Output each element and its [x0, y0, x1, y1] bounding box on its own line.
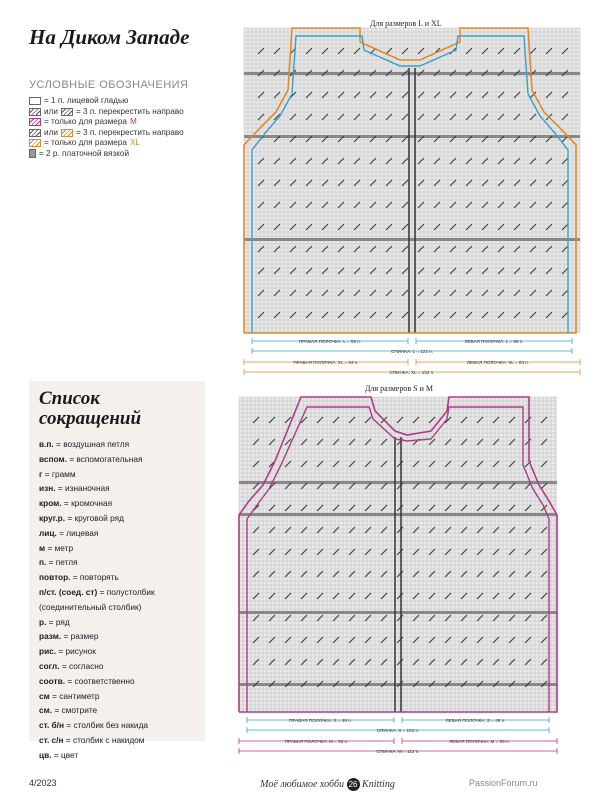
legend-row-knit: = 1 п. лицевой гладью [29, 96, 239, 107]
abbreviation-item: повтор. = повторять [39, 572, 119, 583]
legend-row-cross-2: или = 3 п. перекрестить направо [29, 128, 239, 139]
abbreviation-item: п. = петля [39, 557, 78, 568]
abbreviation-item: согл. = согласно [39, 660, 104, 671]
size-xl-mark-icon [29, 139, 41, 147]
abbreviation-item: м = метр [39, 542, 74, 553]
abbreviation-item: разм. = размер [39, 631, 99, 642]
dim-right-front: ПРАВАЯ ПОЛОЧКА: L = 58 п. [298, 339, 362, 344]
dim-back: СПИНКА: S = 104 п. [376, 728, 420, 733]
legend-row-m: = только для размера M [29, 117, 239, 128]
abbreviations-panel [29, 381, 205, 760]
abbreviation-item: круг.р. = круговой ряд [39, 512, 124, 523]
cross-stitch-icon [29, 108, 41, 116]
page-title: На Диком Западе [29, 25, 190, 49]
abbreviation-item: цв. = цвет [39, 749, 79, 760]
legend-row-garter: = 2 р. платочной вязкой [29, 149, 239, 160]
legend [29, 79, 239, 159]
abbreviation-item: см. = смотрите [39, 705, 98, 716]
cross-stitch-icon [29, 129, 41, 137]
abbreviation-item: (соединительный столбик) [39, 601, 142, 612]
abbreviation-item: ст. с/н = столбик с накидом [39, 734, 145, 745]
chart-sizes-l-xl [240, 20, 585, 380]
dim-left-front-2: ЛЕВАЯ ПОЛОЧКА: XL = 63 п. [466, 360, 530, 365]
abbreviation-item: рис. = рисунок [39, 646, 96, 657]
abbreviation-item: в.п. = воздушная петля [39, 439, 130, 449]
garter-band [244, 72, 580, 75]
chart-grid [244, 28, 580, 333]
garter-band [239, 513, 557, 516]
abbreviations-list [39, 437, 195, 763]
chart-sizes-s-m [235, 383, 565, 773]
legend-row-xl: = только для размера XL [29, 138, 239, 149]
abbreviation-item: г = грамм [39, 468, 76, 479]
garter-band [244, 238, 580, 241]
size-m-mark-icon [29, 118, 41, 126]
page-number: 26 [347, 778, 360, 791]
garter-band [239, 611, 557, 614]
abbreviation-item: соотв. = соответственно [39, 675, 135, 686]
garter-stitch-icon [29, 149, 36, 158]
dim-right-front-2: ПРАВАЯ ПОЛОЧКА: M = 53 п. [284, 739, 349, 744]
garter-band [239, 481, 557, 484]
abbreviation-item: ст. б/н = столбик без накида [39, 720, 149, 731]
knit-stitch-icon [29, 97, 41, 105]
abbreviation-item: см = сантиметр [39, 690, 100, 701]
abbreviation-item: п/ст. (соед. ст) = полустолбик [39, 586, 155, 597]
chart-caption: Для размеров L и XL [370, 20, 442, 28]
cross-stitch-alt-icon [61, 108, 73, 116]
cross-stitch-orange-icon [61, 129, 73, 137]
abbreviation-item: изн. = изнаночная [39, 483, 110, 494]
abbreviation-item: вспом. = вспомогательная [39, 453, 143, 464]
abbreviation-item: р. = ряд [39, 616, 70, 627]
dim-left-front: ЛЕВАЯ ПОЛОЧКА: S = 49 п. [445, 718, 506, 723]
abbreviation-item: кром. = кромочная [39, 498, 113, 509]
dim-back-2: СПИНКА: XL = 132 п. [389, 370, 435, 375]
dim-left-front: ЛЕВАЯ ПОЛОЧКА: L = 58 п. [464, 339, 524, 344]
abbreviation-item: лиц. = лицевая [39, 527, 99, 538]
magazine-name: Моё любимое хобби 26 Knitting [260, 779, 395, 790]
dim-back: СПИНКА: L = 122 п. [391, 349, 433, 354]
dim-back-2: СПИНКА: M = 112 п. [376, 749, 420, 754]
dim-left-front-2: ЛЕВАЯ ПОЛОЧКА: M = 53 п. [449, 739, 510, 744]
legend-row-cross: или = 3 п. перекрестить направо [29, 107, 239, 118]
dim-right-front-2: ПРАВАЯ ПОЛОЧКА: XL = 63 п. [293, 360, 359, 365]
legend-heading: УСЛОВНЫЕ ОБОЗНАЧЕНИЯ [29, 79, 189, 91]
issue-date: 4/2023 [29, 778, 57, 788]
chart-caption: Для размеров S и M [365, 384, 433, 393]
dim-right-front: ПРАВАЯ ПОЛОЧКА: S = 49 п. [289, 718, 352, 723]
watermark: PassionForum.ru [469, 778, 538, 788]
abbreviations-heading: Список сокращений [39, 388, 142, 429]
